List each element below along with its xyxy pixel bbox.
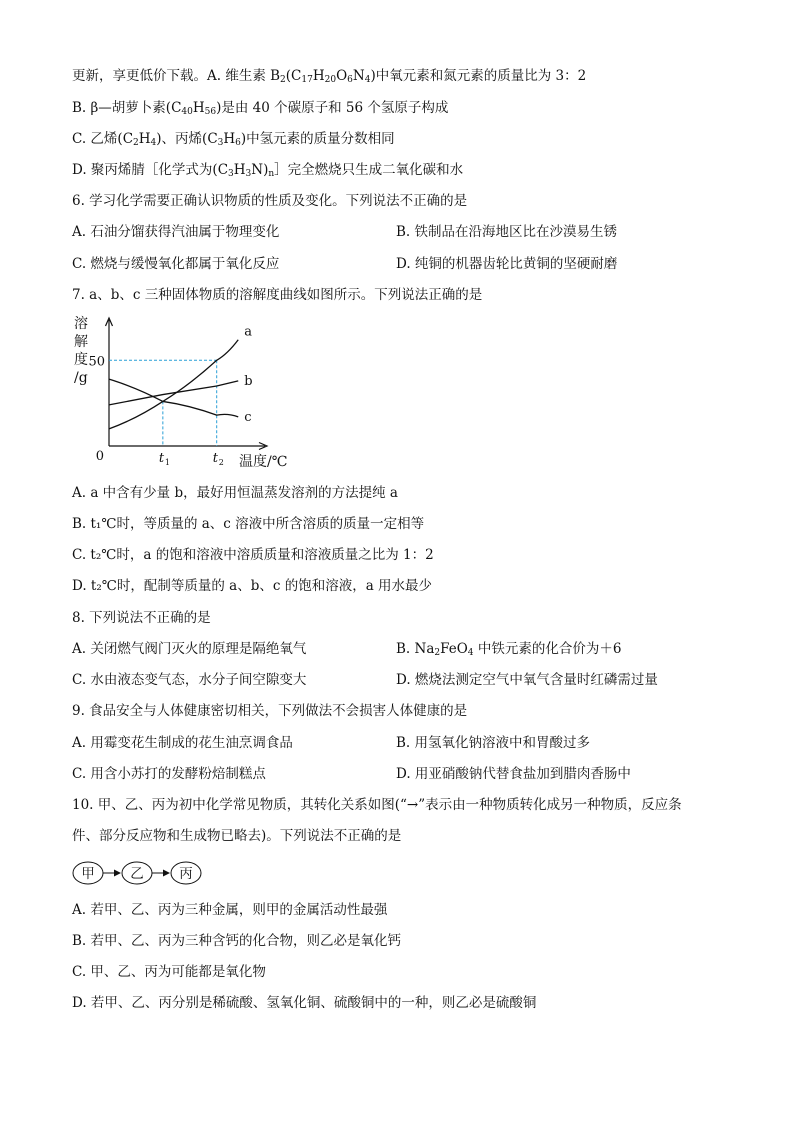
q6-option-d: D. 纯铜的机器齿轮比黄铜的坚硬耐磨 [396, 256, 618, 272]
origin-label: 0 [95, 449, 104, 464]
q10-option-b: B. 若甲、乙、丙为三种含钙的化合物，则乙必是氧化钙 [72, 933, 402, 949]
node-jia-label: 甲 [81, 866, 95, 882]
q8-stem: 8. 下列说法不正确的是 [72, 610, 211, 626]
q9-option-d: D. 用亚硝酸钠代替食盐加到腊肉香肠中 [396, 766, 631, 782]
q7-option-c: C. t₂℃时，a 的饱和溶液中溶质质量和溶液质量之比为 1：2 [72, 547, 434, 563]
q6-stem: 6. 学习化学需要正确认识物质的性质及变化。下列说法不正确的是 [72, 193, 468, 209]
q6-option-b: B. 铁制品在沿海地区比在沙漠易生锈 [396, 224, 618, 240]
curve-c [109, 379, 238, 417]
q8-option-a: A. 关闭燃气阀门灭火的原理是隔绝氧气 [72, 641, 307, 657]
curve-label-a: a [244, 324, 252, 340]
curve-label-c: c [244, 409, 252, 425]
q5-option-d: D. 聚丙烯腈［化学式为$(C_3H_3N)_n]$完全燃烧只生成二氧化碳和水 [72, 162, 464, 179]
q9-option-a: A. 用霉变花生制成的花生油烹调食品 [72, 735, 293, 751]
x-tick-label: t [212, 451, 218, 466]
q6-option-c: C. 燃烧与缓慢氧化都属于氧化反应 [72, 256, 280, 272]
curve-a [109, 340, 238, 429]
q7-option-b: B. t₁℃时，等质量的 a、c 溶液中所含溶质的质量一定相等 [72, 516, 425, 532]
q10-option-a: A. 若甲、乙、丙为三种金属，则甲的金属活动性最强 [72, 902, 388, 918]
q6-option-a: A. 石油分馏获得汽油属于物理变化 [72, 224, 280, 240]
q9-option-b: B. 用氢氧化钠溶液中和胃酸过多 [396, 735, 591, 751]
node-bing-label: 丙 [179, 866, 193, 882]
q7-option-d: D. t₂℃时，配制等质量的 a、b、c 的饱和溶液，a 用水最少 [72, 578, 433, 594]
q7-option-a: A. a 中含有少量 b，最好用恒温蒸发溶剂的方法提纯 a [72, 485, 398, 501]
conversion-diagram [70, 856, 210, 890]
y-axis-label-char: 度 [74, 352, 88, 368]
curve-label-b: b [244, 373, 253, 389]
y-axis-label-char: 解 [74, 334, 88, 350]
x-tick-subscript: 1 [164, 458, 170, 467]
q8-option-d: D. 燃烧法测定空气中氧气含量时红磷需过量 [396, 672, 658, 688]
q5-option-c: C. 乙烯$(C_2H_4)$、丙烯$(C_3H_6)$中氢元素的质量分数相同 [72, 131, 395, 148]
q10-stem-line1: 10. 甲、乙、丙为初中化学常见物质，其转化关系如图(“→”表示由一种物质转化成另一种物质，反应条 [72, 797, 682, 813]
q10-option-d: D. 若甲、乙、丙分别是稀硫酸、氢氧化铜、硫酸铜中的一种，则乙必是硫酸铜 [72, 995, 537, 1011]
node-yi-label: 乙 [130, 866, 144, 882]
q10-stem-line2: 件、部分反应物和生成物已略去)。下列说法不正确的是 [72, 828, 402, 844]
x-tick-label: t [158, 451, 165, 466]
q8-option-b: B. $Na_2FeO_4$ 中铁元素的化合价为＋6 [396, 641, 622, 658]
q5-option-a: 更新，享更低价下载。A. 维生素 $B_2(C_{17}H_{20}O_6N_4)$中氧元素和氮元素的质量比为 3：2 [72, 68, 587, 85]
q7-stem: 7. a、b、c 三种固体物质的溶解度曲线如图所示。下列说法正确的是 [72, 287, 483, 303]
y-axis-label-char: 溶 [74, 316, 88, 332]
y-axis-label-char: /g [74, 370, 88, 386]
q9-stem: 9. 食品安全与人体健康密切相关，下列做法不会损害人体健康的是 [72, 703, 468, 719]
x-axis-label: 温度/℃ [239, 454, 288, 470]
q5-option-b: B. β—胡萝卜素$(C_{40}H_{56})$是由 40 个碳原子和 56 个氢原子构成 [72, 100, 449, 117]
q8-option-c: C. 水由液态变气态，水分子间空隙变大 [72, 672, 307, 688]
curve-b [109, 381, 238, 405]
x-tick-subscript: 2 [218, 458, 224, 467]
q9-option-c: C. 用含小苏打的发酵粉焙制糕点 [72, 766, 266, 782]
solubility-chart [66, 312, 288, 474]
q10-option-c: C. 甲、乙、丙为可能都是氧化物 [72, 964, 266, 980]
y-tick-label: 50 [88, 354, 105, 370]
